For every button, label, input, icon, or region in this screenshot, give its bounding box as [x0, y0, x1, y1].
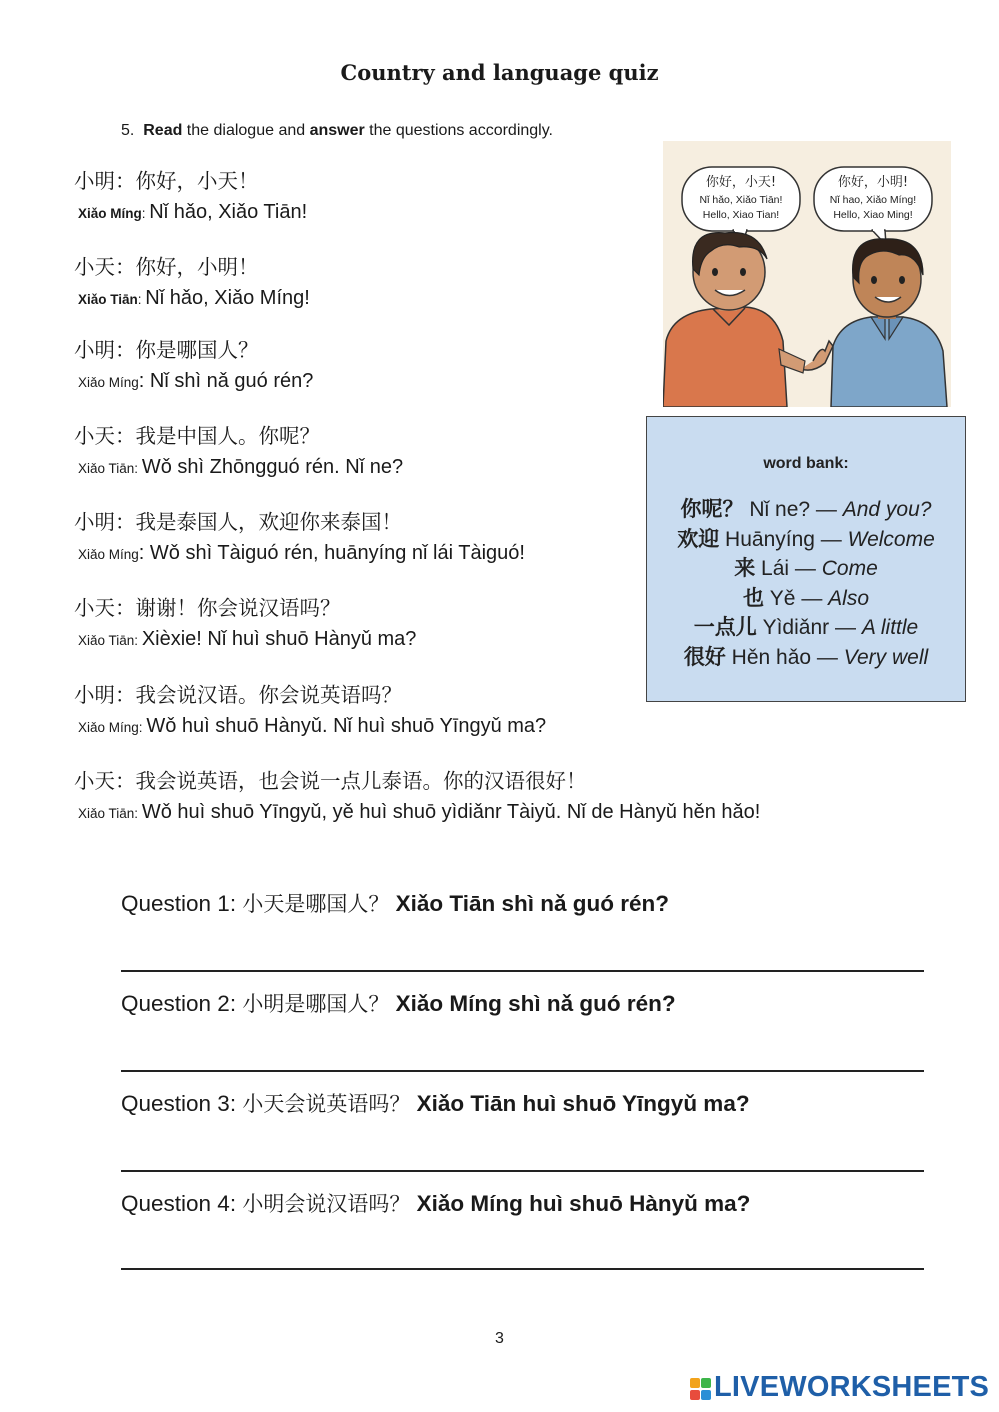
word-bank-pinyin: Hěn hǎo — [731, 645, 812, 669]
question-chinese: 小明是哪国人？ — [242, 992, 390, 1016]
dialogue-line-8 — [74, 767, 760, 827]
instruction-read: Read — [143, 122, 183, 139]
dialogue-speaker: Xiǎo Tiān — [78, 633, 135, 648]
word-bank-pinyin: Yìdiǎnr — [762, 616, 830, 639]
question-3 — [121, 1088, 750, 1118]
question-pinyin: Xiǎo Míng huì shuō Hànyǔ ma? — [416, 1191, 751, 1216]
answer-line-2[interactable] — [121, 1070, 924, 1072]
word-bank-separator: — — [820, 527, 842, 551]
dialogue-pinyin: Xiǎo Míng: Wǒ shì Tàiguó rén, huānyíng nǐ lái Tàiguó! — [78, 542, 525, 564]
word-bank-pinyin: Yě — [769, 586, 796, 610]
dialogue-line-1 — [74, 167, 307, 227]
dialogue-illustration — [663, 141, 951, 407]
word-bank-pinyin: Huānyíng — [725, 527, 815, 551]
word-bank-item — [647, 643, 965, 673]
dialogue-line-5 — [74, 508, 525, 568]
word-bank-chinese: 你呢？ — [680, 497, 744, 521]
dialogue-pinyin-text: Wǒ huì shuō Yīngyǔ, yě huì shuō yìdiǎnr Tàiyǔ. Nǐ de Hànyǔ hěn hǎo! — [141, 801, 761, 823]
word-bank-english: Very well — [843, 645, 929, 669]
question-label: Question 3: — [121, 1091, 237, 1116]
question-pinyin: Xiǎo Tiān huì shuō Yīngyǔ ma? — [416, 1091, 750, 1116]
dialogue-pinyin: Xiǎo Tiān: Nǐ hǎo, Xiǎo Míng! — [78, 287, 310, 309]
word-bank-chinese: 欢迎 — [677, 526, 720, 551]
dialogue-chinese: 小天：谢谢！你会说汉语吗？ — [74, 596, 341, 620]
dialogue-speaker: Xiǎo Míng — [78, 375, 139, 390]
word-bank-item — [647, 584, 965, 614]
dialogue-pinyin: Xiǎo Míng: Nǐ shì nǎ guó rén? — [78, 370, 314, 392]
page-title: Country and language quiz — [340, 60, 659, 85]
liveworksheets-wordmark: LIVEWORKSHEETS — [714, 1371, 990, 1403]
question-pinyin: Xiǎo Míng shì nǎ guó rén? — [395, 991, 676, 1016]
dialogue-chinese: 小天：我会说英语，也会说一点儿泰语。你的汉语很好！ — [74, 769, 587, 793]
dialogue-speaker: Xiǎo Míng — [78, 720, 139, 735]
dialogue-pinyin-text: Nǐ hǎo, Xiǎo Míng! — [145, 287, 310, 309]
dialogue-speaker: Xiǎo Tiān — [78, 461, 135, 476]
question-4 — [121, 1188, 750, 1218]
dialogue-pinyin-text: Nǐ shì nǎ guó rén? — [149, 370, 314, 392]
question-label: Question 1: — [121, 891, 237, 916]
word-bank-separator: — — [834, 616, 856, 639]
bubble-right-chinese: 你好，小明! — [837, 175, 909, 190]
question-chinese: 小天是哪国人？ — [242, 892, 390, 916]
instruction-answer: answer — [309, 122, 365, 139]
dialogue-pinyin: Xiǎo Tiān: Wǒ huì shuō Yīngyǔ, yě huì shuō yìdiǎnr Tàiyǔ. Nǐ de Hànyǔ hěn hǎo! — [78, 801, 761, 823]
dialogue-chinese: 小明：你是哪国人？ — [74, 338, 259, 362]
word-bank-item — [647, 495, 965, 525]
word-bank-english: And you? — [842, 498, 932, 521]
word-bank-chinese: 很好 — [683, 644, 726, 669]
dialogue-chinese: 小明：我是泰国人，欢迎你来泰国！ — [74, 510, 402, 534]
dialogue-chinese: 小明：你好，小天！ — [74, 169, 259, 193]
bubble-right-pinyin: Nǐ hao, Xiǎo Míng! — [829, 194, 917, 206]
word-bank-separator: — — [816, 645, 838, 669]
dialogue-line-2 — [74, 253, 310, 313]
dialogue-chinese: 小天：我是中国人。你呢？ — [74, 424, 320, 448]
dialogue-pinyin: Xiǎo Míng: Wǒ huì shuō Hànyǔ. Nǐ huì shuō Yīngyǔ ma? — [78, 715, 547, 737]
instruction-text-1: the dialogue and — [182, 122, 310, 139]
dialogue-speaker: Xiǎo Míng — [78, 547, 139, 562]
dialogue-pinyin: Xiǎo Tiān: Xièxie! Nǐ huì shuō Hànyǔ ma? — [78, 628, 417, 650]
word-bank-chinese: 也 — [742, 585, 764, 610]
dialogue-chinese: 小明：我会说汉语。你会说英语吗？ — [74, 683, 402, 707]
word-bank-english: Welcome — [847, 527, 935, 551]
answer-line-4[interactable] — [121, 1268, 924, 1270]
instruction-text-2: the questions accordingly. — [364, 122, 553, 139]
dialogue-pinyin-text: Xièxie! Nǐ huì shuō Hànyǔ ma? — [141, 628, 417, 650]
dialogue-speaker: Xiǎo Tiān — [78, 292, 138, 307]
liveworksheets-logo[interactable] — [690, 1371, 990, 1404]
dialogue-pinyin-text: Wǒ huì shuō Hànyǔ. Nǐ huì shuō Yīngyǔ ma? — [146, 715, 547, 737]
word-bank — [646, 416, 966, 702]
dialogue-pinyin: Xiǎo Tiān: Wǒ shì Zhōngguó rén. Nǐ ne? — [78, 456, 404, 478]
word-bank-separator: — — [815, 498, 837, 521]
question-chinese: 小天会说英语吗？ — [242, 1092, 411, 1116]
dialogue-line-6 — [74, 594, 416, 654]
instruction-number: 5. — [121, 122, 135, 139]
word-bank-english: Come — [821, 557, 878, 580]
dialogue-line-4 — [74, 422, 403, 482]
bubble-left-pinyin: Nǐ hǎo, Xiǎo Tiān! — [699, 194, 783, 206]
word-bank-english: Also — [828, 586, 870, 610]
word-bank-item — [647, 525, 965, 555]
question-chinese: 小明会说汉语吗？ — [242, 1192, 411, 1216]
instruction — [121, 122, 553, 140]
dialogue-line-3 — [74, 336, 313, 396]
word-bank-item — [647, 613, 965, 643]
word-bank-english: A little — [861, 616, 919, 639]
word-bank-chinese: 来 — [734, 556, 756, 580]
answer-line-3[interactable] — [121, 1170, 924, 1172]
dialogue-pinyin-text: Nǐ hǎo, Xiǎo Tiān! — [149, 201, 308, 223]
question-pinyin: Xiǎo Tiān shì nǎ guó rén? — [395, 891, 669, 916]
word-bank-pinyin: Nǐ ne? — [749, 498, 811, 521]
dialogue-line-7 — [74, 681, 546, 741]
answer-line-1[interactable] — [121, 970, 924, 972]
page-number: 3 — [495, 1330, 504, 1347]
bubble-left-english: Hello, Xiao Tian! — [702, 209, 780, 221]
dialogue-pinyin-text: Wǒ shì Tàiguó rén, huānyíng nǐ lái Tàiguó! — [149, 542, 525, 564]
dialogue-pinyin-text: Wǒ shì Zhōngguó rén. Nǐ ne? — [141, 456, 404, 478]
word-bank-title: word bank: — [763, 455, 849, 472]
dialogue-speaker: Xiǎo Míng — [78, 206, 142, 221]
word-bank-separator: — — [801, 586, 823, 610]
dialogue-pinyin: Xiǎo Míng: Nǐ hǎo, Xiǎo Tiān! — [78, 201, 308, 223]
question-1 — [121, 888, 669, 918]
word-bank-item — [647, 554, 965, 584]
word-bank-separator: — — [794, 557, 816, 580]
question-2 — [121, 988, 676, 1018]
dialogue-chinese: 小天：你好，小明！ — [74, 255, 259, 279]
question-label: Question 4: — [121, 1191, 237, 1216]
bubble-left-chinese: 你好，小天! — [705, 175, 777, 190]
word-bank-chinese: 一点儿 — [693, 615, 757, 639]
bubble-right-english: Hello, Xiao Ming! — [833, 209, 913, 221]
dialogue-speaker: Xiǎo Tiān — [78, 806, 135, 821]
word-bank-pinyin: Lái — [761, 557, 790, 580]
question-label: Question 2: — [121, 991, 237, 1016]
liveworksheets-logo-icon — [690, 1378, 712, 1402]
